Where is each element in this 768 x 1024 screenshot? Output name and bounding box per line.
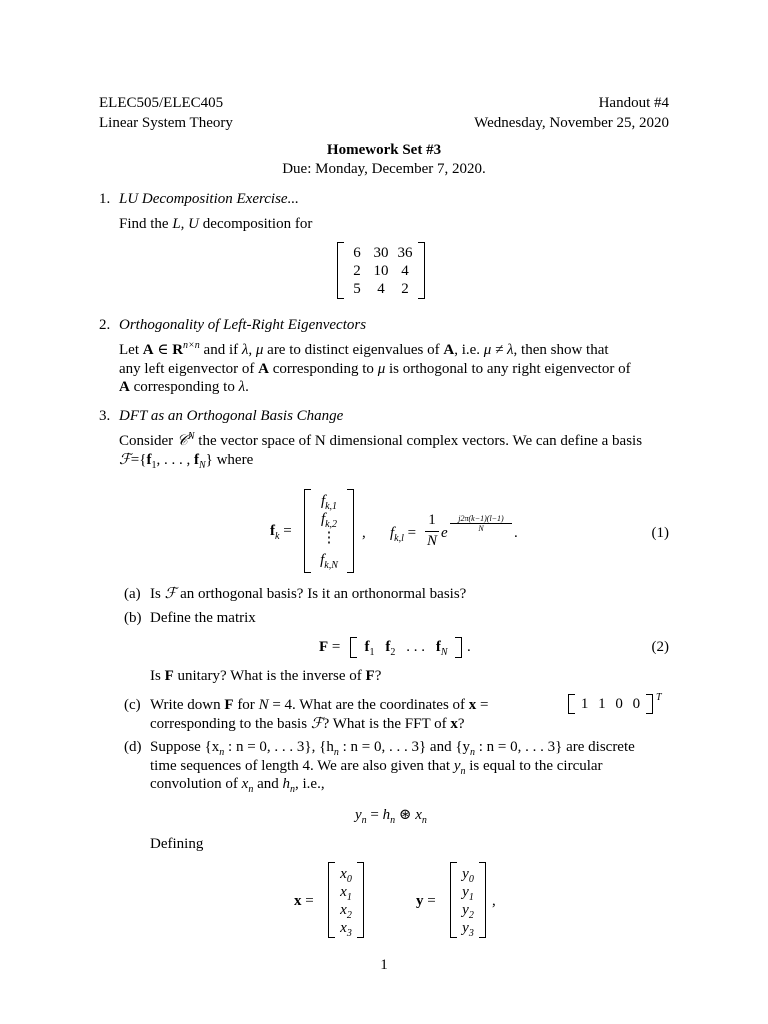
part-c-line-2: corresponding to the basis ℱ? What is the FFT of x? bbox=[150, 716, 465, 732]
vector-entry: $x_2$ bbox=[340, 902, 352, 921]
vector-entry: $y_0$ bbox=[462, 866, 474, 885]
matrix-column: $f_1$ bbox=[364, 639, 375, 658]
part-b-text: Define the matrix bbox=[150, 610, 256, 626]
part-b-label: (b) bbox=[124, 610, 142, 626]
eq1-rhs: $f_{k,l}$ = bbox=[390, 525, 417, 544]
part-d-line-1: Suppose {$x_n$ : n = 0, . . . 3}, {$h_n$ : n = 0, . . . 3} and {$y_n$ : n = 0, . . . 3} are discrete bbox=[150, 739, 635, 758]
matrix-column: $f_N$ bbox=[435, 639, 448, 658]
eq1-label: (1) bbox=[651, 525, 669, 541]
vector-entry: $y_2$ bbox=[462, 902, 474, 921]
matrix-cell: 5 bbox=[353, 281, 361, 297]
eq1-vector bbox=[304, 489, 354, 573]
vector-entry: $f_{k,2}$ bbox=[320, 511, 338, 530]
problem-2-line-1: Let A ∈ $R^{n\times n}$ and if λ, μ are to distinct eigenvalues of A, i.e. μ ≠ λ, then show that bbox=[119, 340, 609, 358]
page-number: 1 bbox=[380, 957, 388, 973]
vector-entry: 0 bbox=[615, 696, 623, 712]
matrix-column: $f_2$ bbox=[385, 639, 396, 658]
vector-entry: 1 bbox=[580, 696, 589, 712]
matrix-cell: 2 bbox=[353, 263, 361, 279]
eq1-comma: , bbox=[362, 525, 366, 541]
eq1-fraction bbox=[425, 511, 439, 551]
problem-3-title: DFT as an Orthogonal Basis Change bbox=[119, 408, 344, 424]
course-code: ELEC505/ELEC405 bbox=[99, 95, 224, 111]
eq1-exponent bbox=[450, 514, 512, 533]
problem-1-number: 1. bbox=[99, 191, 111, 207]
problem-3-number: 3. bbox=[99, 408, 111, 424]
problem-2-line-2: any left eigenvector of A corresponding to μ is orthogonal to any right eigenvector of bbox=[119, 361, 631, 377]
vector-entry: $y_1$ bbox=[462, 884, 474, 903]
handout-date: Wednesday, November 25, 2020 bbox=[474, 115, 669, 131]
problem-1-text: Find the L, U decomposition for bbox=[119, 216, 313, 232]
eq1-exponential: e bbox=[441, 525, 448, 541]
part-a-label: (a) bbox=[124, 586, 141, 602]
part-d-line-3: convolution of $x_n$ and $h_n$, i.e., bbox=[150, 776, 325, 795]
matrix-row bbox=[337, 244, 425, 263]
row-vector-x bbox=[568, 694, 653, 714]
fraction-numerator: 1 bbox=[428, 512, 436, 528]
defining-text: Defining bbox=[150, 836, 204, 852]
vector-entry: 1 bbox=[598, 696, 606, 712]
due-date: Due: Monday, December 7, 2020. bbox=[282, 161, 486, 177]
exponent-numerator: j2π(k−1)(l−1) bbox=[458, 514, 504, 523]
matrix-cell: 2 bbox=[401, 281, 409, 297]
problem-1-matrix bbox=[337, 242, 425, 299]
vector-entry: $y_3$ bbox=[462, 920, 474, 939]
matrix-row bbox=[350, 638, 462, 657]
vector-y-comma: , bbox=[492, 893, 496, 909]
matrix-cell: 30 bbox=[373, 245, 389, 261]
handout-number: Handout #4 bbox=[598, 95, 669, 111]
matrix-cell: 36 bbox=[397, 245, 413, 261]
problem-2-title: Orthogonality of Left-Right Eigenvectors bbox=[119, 317, 367, 333]
vector-x bbox=[328, 862, 364, 938]
part-d-line-2: time sequences of length 4. We are also given that $y_n$ is equal to the circular bbox=[150, 758, 603, 777]
problem-2-line-3: A corresponding to λ. bbox=[119, 379, 249, 395]
matrix-cell: 10 bbox=[373, 263, 389, 279]
eq2-lhs: F = bbox=[319, 639, 341, 655]
transpose-mark: T bbox=[656, 692, 662, 703]
eq1-lhs: $f_k$ = bbox=[270, 523, 292, 542]
vector-entry: $f_{k,1}$ bbox=[320, 493, 338, 512]
matrix-cell: 4 bbox=[401, 263, 409, 279]
vector-entry: $x_3$ bbox=[340, 920, 352, 939]
part-c-label: (c) bbox=[124, 697, 141, 713]
problem-1-title: LU Decomposition Exercise... bbox=[119, 191, 299, 207]
vector-entry: ⋮ bbox=[321, 530, 337, 546]
problem-3-line-1: Consider 𝒞$^N$ the vector space of N dimensional complex vectors. We can define a basis bbox=[119, 431, 643, 449]
convolution-equation: $y_n = h_n$ ⊛ $x_n$ bbox=[355, 807, 427, 826]
problem-3-line-2: $ℱ=\{f_1$, . . . , $f_N$} where bbox=[119, 452, 254, 471]
problem-2-number: 2. bbox=[99, 317, 111, 333]
matrix-row bbox=[568, 695, 653, 714]
eq2-label: (2) bbox=[651, 639, 669, 655]
part-c-line-1: Write down F for N = 4. What are the coordinates of x = bbox=[150, 697, 489, 713]
part-b-question: Is F unitary? What is the inverse of F? bbox=[150, 668, 382, 684]
vector-y-lhs: y = bbox=[416, 893, 436, 909]
matrix-row bbox=[337, 280, 425, 299]
fraction-denominator: N bbox=[426, 533, 437, 549]
part-a-text: Is ℱ an orthogonal basis? Is it an orthonormal basis? bbox=[150, 586, 467, 602]
vector-y bbox=[450, 862, 486, 938]
matrix-cell: 6 bbox=[353, 245, 361, 261]
vector-entry: $f_{k,N}$ bbox=[320, 552, 338, 571]
matrix-column: . . . bbox=[406, 639, 425, 655]
course-name: Linear System Theory bbox=[99, 115, 233, 131]
vector-x-lhs: x = bbox=[294, 893, 314, 909]
vector-entry: $x_0$ bbox=[340, 866, 352, 885]
vector-entry: 0 bbox=[632, 696, 641, 712]
matrix-cell: 4 bbox=[377, 281, 385, 297]
eq2-matrix bbox=[350, 637, 462, 658]
eq1-period: . bbox=[514, 525, 518, 541]
vector-entry: $x_1$ bbox=[340, 884, 352, 903]
homework-title: Homework Set #3 bbox=[326, 142, 442, 158]
matrix-row bbox=[337, 262, 425, 281]
part-d-label: (d) bbox=[124, 739, 142, 755]
eq2-period: . bbox=[467, 639, 471, 655]
exponent-denominator: N bbox=[450, 523, 512, 533]
